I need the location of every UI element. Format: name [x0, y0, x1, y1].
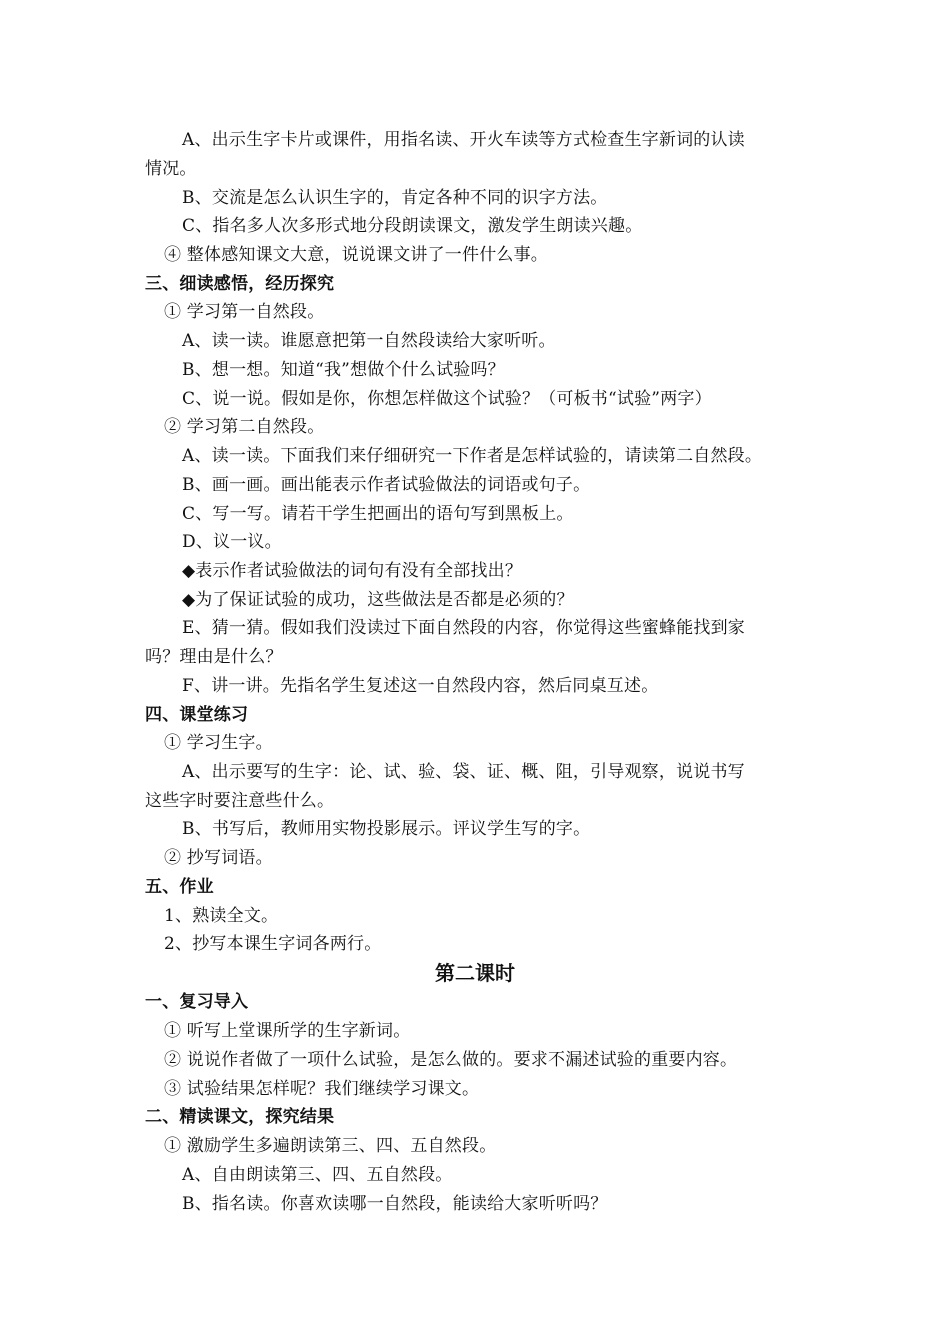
text-line: E、猜一猜。假如我们没读过下面自然段的内容，你觉得这些蜜蜂能找到家 [182, 618, 746, 638]
text-line: 吗？理由是什么？ [145, 647, 283, 667]
section-heading: 三、细读感悟，经历探究 [145, 274, 335, 294]
text-line: ① 激励学生多遍朗读第三、四、五自然段。 [164, 1136, 497, 1156]
text-line: 1、熟读全文。 [164, 906, 279, 926]
text-line: C、写一写。请若干学生把画出的语句写到黑板上。 [182, 504, 574, 524]
text-line: C、指名多人次多形式地分段朗读课文，激发学生朗读兴趣。 [182, 216, 643, 236]
section-heading: 一、复习导入 [145, 992, 249, 1012]
text-line: B、交流是怎么认识生字的，肯定各种不同的识字方法。 [182, 188, 608, 208]
text-line: A、出示要写的生字：论、试、验、袋、证、概、阻，引导观察，说说书写 [182, 762, 745, 782]
text-line: B、画一画。画出能表示作者试验做法的词语或句子。 [182, 475, 591, 495]
text-line: ① 学习生字。 [164, 733, 273, 753]
lesson-title: 第二课时 [435, 961, 515, 985]
text-line: C、说一说。假如是你，你想怎样做这个试验？（可板书“试验”两字） [182, 389, 712, 409]
text-line: 情况。 [145, 159, 197, 179]
text-line: ① 学习第一自然段。 [164, 302, 325, 322]
text-line: ③ 试验结果怎样呢？我们继续学习课文。 [164, 1079, 480, 1099]
text-line: 这些字时要注意些什么。 [145, 791, 335, 811]
text-line: ② 学习第二自然段。 [164, 417, 325, 437]
text-line: D、议一议。 [182, 532, 282, 552]
text-line: ② 说说作者做了一项什么试验，是怎么做的。要求不漏述试验的重要内容。 [164, 1050, 738, 1070]
text-line: ② 抄写词语。 [164, 848, 273, 868]
section-heading: 五、作业 [145, 877, 214, 897]
text-line: A、读一读。谁愿意把第一自然段读给大家听听。 [182, 331, 556, 351]
text-line: B、书写后，教师用实物投影展示。评议学生写的字。 [182, 819, 591, 839]
text-line: A、读一读。下面我们来仔细研究一下作者是怎样试验的，请读第二自然段。 [182, 446, 763, 466]
text-line: A、出示生字卡片或课件，用指名读、开火车读等方式检查生字新词的认读 [182, 130, 745, 150]
text-line: ◆表示作者试验做法的词句有没有全部找出？ [182, 561, 523, 581]
text-line: ◆为了保证试验的成功，这些做法是否都是必须的？ [182, 590, 574, 610]
text-line: B、想一想。知道“我”想做个什么试验吗？ [182, 360, 505, 380]
text-line: A、自由朗读第三、四、五自然段。 [182, 1165, 453, 1185]
text-line: 2、抄写本课生字词各两行。 [164, 934, 382, 954]
text-line: ① 听写上堂课所学的生字新词。 [164, 1021, 411, 1041]
section-heading: 二、精读课文，探究结果 [145, 1107, 335, 1127]
text-line: F、讲一讲。先指名学生复述这一自然段内容，然后同桌互述。 [182, 676, 659, 696]
section-heading: 四、课堂练习 [145, 705, 249, 725]
text-line: ④ 整体感知课文大意，说说课文讲了一件什么事。 [164, 245, 549, 265]
text-line: B、指名读。你喜欢读哪一自然段，能读给大家听听吗？ [182, 1194, 608, 1214]
